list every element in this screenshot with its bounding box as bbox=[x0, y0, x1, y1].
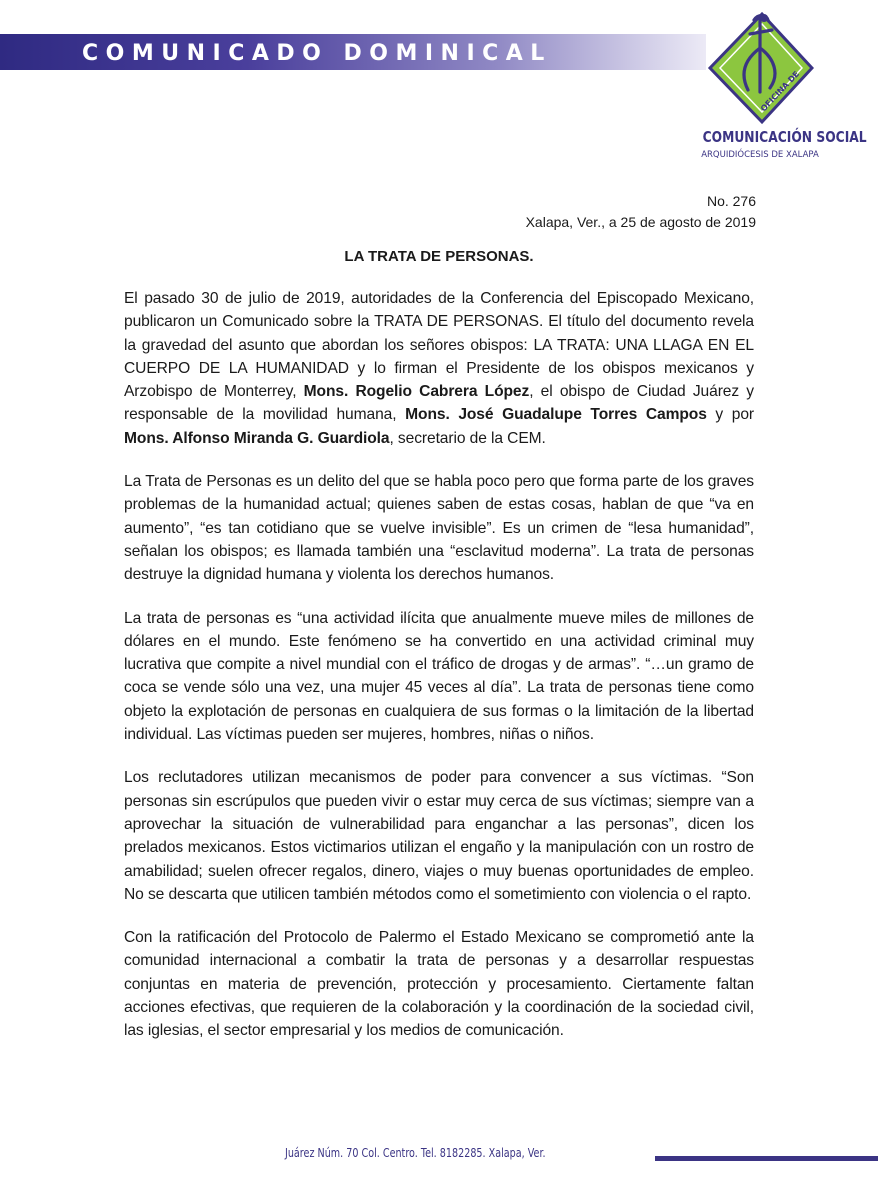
paragraph bbox=[124, 926, 754, 1042]
diocese-logo bbox=[704, 8, 814, 128]
paragraph bbox=[124, 470, 754, 586]
footer-rule bbox=[655, 1156, 878, 1161]
bold-name: Mons. Rogelio Cabrera López bbox=[303, 383, 530, 401]
paragraph bbox=[124, 287, 754, 450]
footer-address: Juárez Núm. 70 Col. Centro. Tel. 8182285. Xalapa, Ver. bbox=[285, 1146, 546, 1160]
body-text bbox=[124, 287, 754, 1063]
communique-number: No. 276 bbox=[706, 193, 756, 209]
logo-subtitle: ARQUIDIÓCESIS DE XALAPA bbox=[701, 150, 819, 160]
paragraph-text: La trata de personas es “una actividad ilícita que anualmente mueve miles de millones de dólares en el mundo. Este fenómeno se ha convertido en una actividad criminal muy lucrativa que compite a nivel mundial con el tráfico de drogas y de armas”. “…un gramo de coca se vende sólo una vez, una mujer 45 veces al día”. La trata de personas tiene como objeto la explotación de personas en cualquiera de sus formas o la limitación de la libertad individual. Las víctimas pueden ser mujeres, hombres, niñas o niños. bbox=[124, 609, 754, 744]
paragraph-text: , el obispo de Ciudad Juárez y responsable de la movilidad humana, bbox=[124, 383, 754, 424]
paragraph bbox=[124, 607, 754, 747]
paragraph-text: La Trata de Personas es un delito del que se habla poco pero que forma parte de los graves problemas de la humanidad actual; quienes saben de estas cosas, hablan de que “va en aumento”, “es tan cotidiano que se vuelve invisible”. Es un crimen de “lesa humanidad”, señalan los obispos; es llamada también una “esclavitud moderna”. La trata de personas destruye la dignidad humana y violenta los derechos humanos. bbox=[124, 473, 754, 584]
paragraph-text: Con la ratificación del Protocolo de Palermo el Estado Mexicano se comprometió ante la comunidad internacional a combatir la trata de personas y a desarrollar respuestas conjuntas en materia de prevención, protección y procesamiento. Ciertamente faltan acciones efectivas, que requieren de la colaboración y la coordinación de la sociedad civil, las iglesias, el sector empresarial y los medios de comunicación. bbox=[124, 929, 754, 1040]
paragraph bbox=[124, 766, 754, 906]
place-date: Xalapa, Ver., a 25 de agosto de 2019 bbox=[525, 214, 756, 230]
logo-arc-text: OFICINA DE bbox=[758, 69, 802, 114]
banner-title: COMUNICADO DOMINICAL bbox=[82, 41, 552, 66]
paragraph-text: , secretario de la CEM. bbox=[389, 429, 546, 447]
document-title: LA TRATA DE PERSONAS. bbox=[344, 248, 534, 265]
bold-name: Mons. Alfonso Miranda G. Guardiola bbox=[124, 429, 390, 447]
paragraph-text: El pasado 30 de julio de 2019, autoridades de la Conferencia del Episcopado Mexicano, publicaron un Comunicado sobre la TRATA DE PERSONAS. El título del documento revela la gravedad del asunto que abordan los señores obispos: LA TRATA: UNA LLAGA EN EL CUERPO DE LA HUMANIDAD y lo firman el Presidente de los obispos mexicanos y Arzobispo de Monterrey, bbox=[124, 290, 754, 401]
logo-name: COMUNICACIÓN SOCIAL bbox=[702, 128, 867, 146]
paragraph-text: y por bbox=[706, 406, 755, 424]
paragraph-text: Los reclutadores utilizan mecanismos de poder para convencer a sus víctimas. “Son personas sin escrúpulos que pueden vivir o estar muy cerca de sus víctimas; siempre van a aprovechar la situación de vulnerabilidad para enganchar a las personas”, dicen los prelados mexicanos. Estos victimarios utilizan el engaño y la manipulación con un rostro de amabilidad; suelen ofrecer regalos, dinero, viajes o muy buenas oportunidades de empleo. No se descarta que utilicen también métodos como el sometimiento con violencia o el rapto. bbox=[124, 769, 754, 903]
bold-name: Mons. José Guadalupe Torres Campos bbox=[405, 406, 707, 424]
